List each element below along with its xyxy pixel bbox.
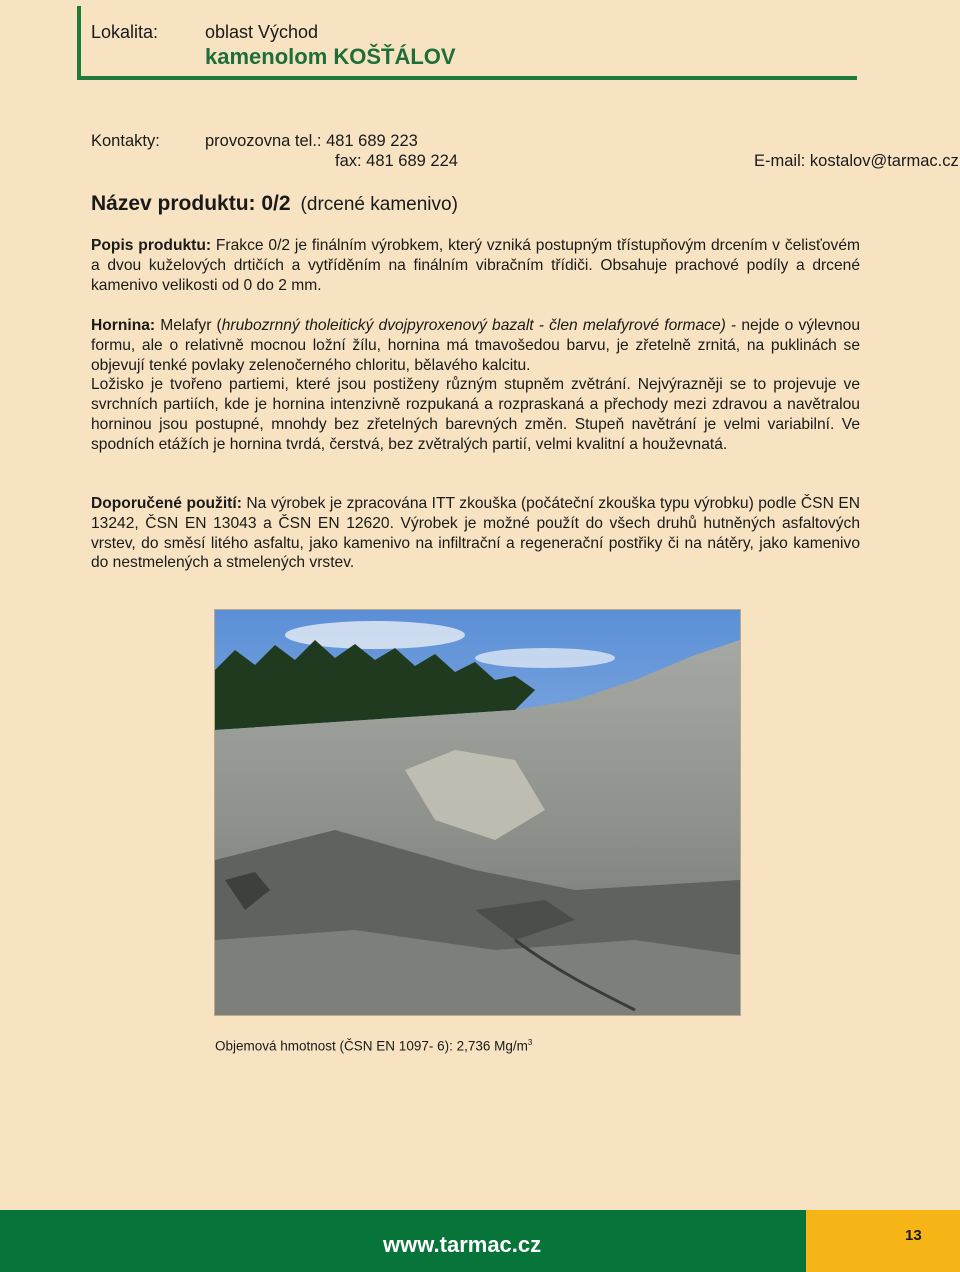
footer-page-block xyxy=(806,1210,960,1272)
quarry-photo xyxy=(214,609,741,1016)
product-name: Název produktu: 0/2 xyxy=(91,192,291,215)
quarry-name: kamenolom KOŠŤÁLOV xyxy=(205,44,456,69)
product-title xyxy=(91,192,458,216)
hornina-text-end: - nejde o výlevnou formu, ale o relativně mocnou ložní žílu, hornina má tmavošedou barvu, je zřetelně zrnitá, na puklinách se objevují tenké povlaky zelenočerného chloritu, bělavého kalcitu. xyxy=(91,317,860,374)
lokalita-label: Lokalita: xyxy=(91,22,159,42)
caption-text: Objemová hmotnost (ČSN EN 1097- 6): 2,736 Mg/m xyxy=(215,1038,528,1054)
hornina-text-italic: hrubozrnný tholeitický dvojpyroxenový bazalt - člen melafyrové formace) xyxy=(221,317,726,334)
product-type: (drcené kamenivo) xyxy=(300,194,458,215)
page-number: 13 xyxy=(905,1227,922,1244)
lokalita-value: oblast Východ xyxy=(205,22,319,42)
hornina-label: Hornina: xyxy=(91,317,156,334)
header-frame xyxy=(77,6,857,80)
rock-description xyxy=(91,316,860,455)
deposit-description: Ložisko je tvořeno partiemi, které jsou postiženy různým stupněm zvětrání. Nejvýrazněji se to projevuje ve svrchních partiích, kde je hornina intenzivně rozpukaná a rozpraskaná a přechody mezi zdravou a navětralou horninou jsou postupné, mnohdy bez zřetelných barevných změn. Stupeň navětrání je velmi variabilní. Ve spodních etážích je hornina tvrdá, čerstvá, bez zvětralých partií, velmi kvalitní a houževnatá. xyxy=(91,376,860,453)
pouziti-label: Doporučené použití: xyxy=(91,495,242,512)
contact-email: E-mail: kostalov@tarmac.cz xyxy=(754,152,959,170)
footer-url-link[interactable]: www.tarmac.cz xyxy=(383,1232,542,1257)
contacts-label: Kontakty: xyxy=(91,132,160,150)
contact-phone: provozovna tel.: 481 689 223 xyxy=(205,132,418,150)
density-caption xyxy=(215,1038,532,1054)
contact-fax: fax: 481 689 224 xyxy=(335,152,458,170)
hornina-text-start: Melafyr ( xyxy=(155,317,222,334)
product-description xyxy=(91,236,860,295)
pouziti-text: Na výrobek je zpracována ITT zkouška (počáteční zkouška typu výrobku) podle ČSN EN 13242, ČSN EN 13043 a ČSN EN 12620. Výrobek je možné použít do všech druhů hutněných asfaltových vrstev, do směsí litého asfaltu, jako kamenivo na infiltrační a regenerační postřiky či na nátěry, jako kamenivo do nestmelených a stmelených vrstev. xyxy=(91,495,860,572)
popis-label: Popis produktu: xyxy=(91,237,212,254)
popis-text: Frakce 0/2 je finálním výrobkem, který vzniká postupným třístupňovým drcením v čelisťovém a dvou kuželových drtičích a vytříděním na finálním vibračním třídiči. Obsahuje prachové podíly a drcené kamenivo velikosti od 0 do 2 mm. xyxy=(91,237,860,294)
caption-superscript: 3 xyxy=(527,1038,533,1047)
recommended-use xyxy=(91,494,860,573)
